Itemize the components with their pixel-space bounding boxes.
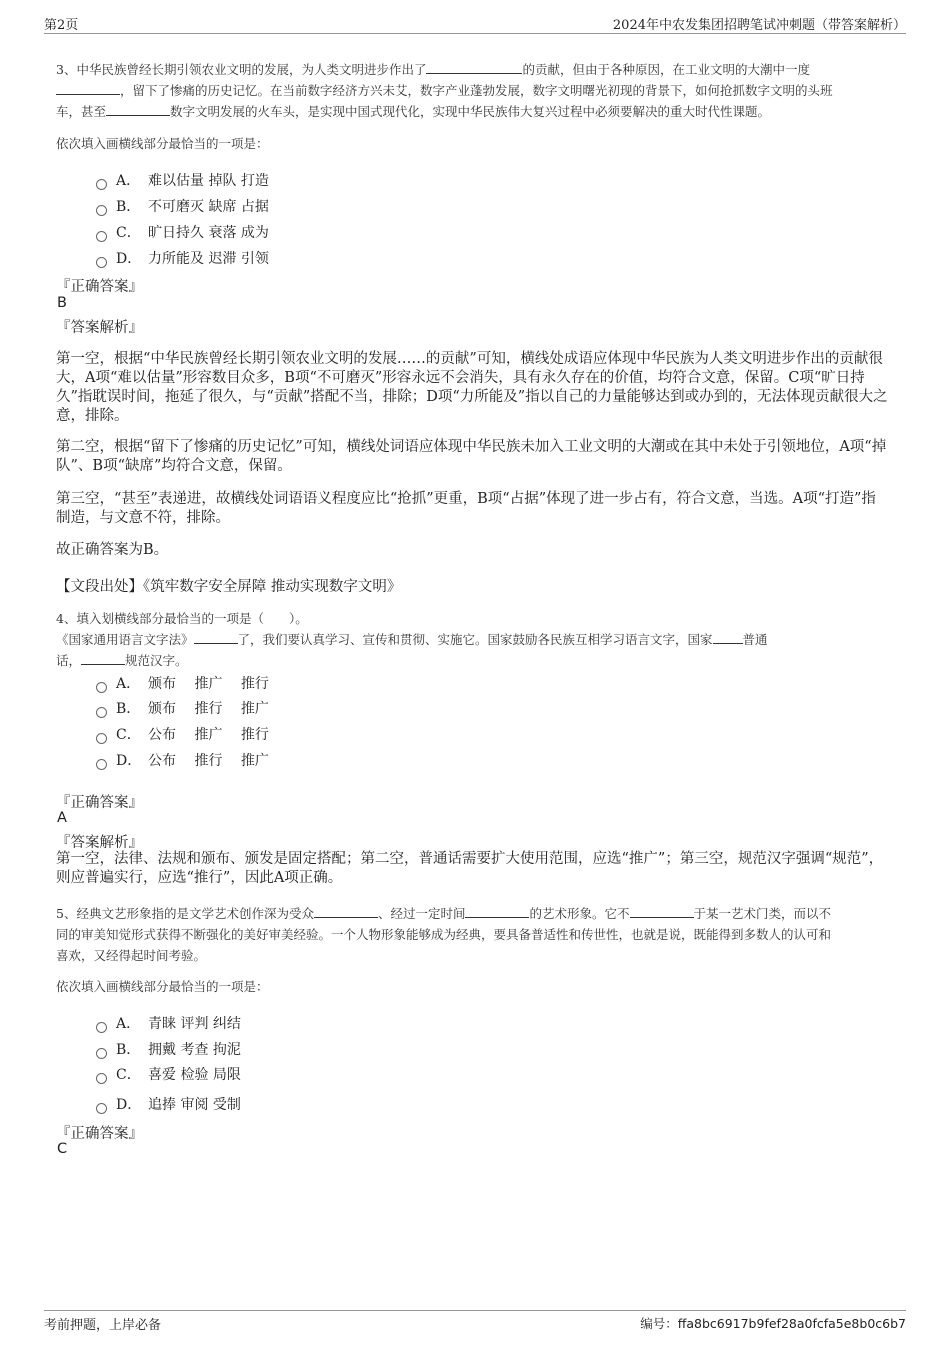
- q4-option-a[interactable]: [96, 673, 269, 693]
- q5-text: 、经过一定时间: [377, 906, 466, 921]
- q3-source: 【文段出处】《筑牢数字安全屏障 推动实现数字文明》: [56, 579, 402, 595]
- radio-icon[interactable]: [96, 733, 107, 744]
- q4-text: 话，: [56, 653, 82, 668]
- option-text: 拥戴 考查 拘泥: [148, 1042, 241, 1058]
- q3-answer-label: 『正确答案』: [56, 279, 143, 295]
- option-text: 颁布 推广 推行: [148, 676, 269, 692]
- option-text: 不可磨灭 缺席 占据: [148, 199, 269, 215]
- option-letter: D．: [116, 251, 142, 267]
- option-letter: A．: [116, 676, 141, 692]
- fill-blank: [713, 630, 743, 644]
- question-5-stem: [56, 903, 886, 966]
- radio-icon[interactable]: [96, 707, 107, 718]
- q3-analysis-paragraph-1: 第一空，根据“中华民族曾经长期引领农业文明的发展……的贡献”可知，横线处成语应体现中华民族为人类文明进步作出的贡献很大，A项“难以估量”形容数目众多，B项“不可磨灭”形容永远不会消失，具有永久存在的价值，均符合文意，保留。C项“旷日持久”指耽误时间，拖延了很久，与“贡献”搭配不当，排除；D项“力所能及”指以自己的力量能够达到或办到的，无法体现贡献很大之意，排除。: [56, 351, 888, 424]
- q4-text: 4、填入划横线部分最恰当的一项是（ ）。: [56, 611, 308, 626]
- q3-option-c[interactable]: [96, 222, 269, 242]
- q4-option-c[interactable]: [96, 724, 269, 744]
- radio-icon[interactable]: [96, 257, 107, 268]
- header-divider: [44, 33, 906, 34]
- option-text: 颁布 推行 推广: [148, 701, 269, 717]
- footer-slogan: 考前押题，上岸必备: [44, 1318, 162, 1333]
- page-number: 第2页: [44, 18, 79, 33]
- fill-blank: [314, 904, 378, 918]
- q4-text: 普通: [742, 632, 768, 647]
- q5-text: 于某一艺术门类，而以不: [693, 906, 832, 921]
- q3-answer: B: [57, 295, 67, 311]
- q3-prompt: 依次填入画横线部分最恰当的一项是：: [56, 136, 269, 151]
- radio-icon[interactable]: [96, 1103, 107, 1114]
- radio-icon[interactable]: [96, 205, 107, 216]
- radio-icon[interactable]: [96, 1022, 107, 1033]
- radio-icon[interactable]: [96, 231, 107, 242]
- q5-option-b[interactable]: [96, 1039, 241, 1059]
- option-text: 青睐 评判 纠结: [148, 1016, 241, 1032]
- fill-blank: [426, 60, 522, 74]
- q5-answer: C: [57, 1141, 68, 1157]
- option-text: 喜爱 检验 局限: [148, 1067, 241, 1083]
- q3-text: ，留下了惨痛的历史记忆。在当前数字经济方兴未艾，数字产业蓬勃发展，数字文明曙光初现的背景下，如何抢抓数字文明的头班: [120, 83, 833, 98]
- fill-blank: [106, 102, 170, 116]
- q4-answer: A: [57, 810, 67, 826]
- option-letter: D．: [116, 753, 142, 769]
- radio-icon[interactable]: [96, 759, 107, 770]
- option-letter: C．: [116, 1067, 141, 1083]
- q4-text: 《国家通用语言文字法》: [56, 632, 194, 647]
- option-letter: D．: [116, 1097, 142, 1113]
- q5-text: 的艺术形象。它不: [529, 906, 630, 921]
- q5-text: 5、经典文艺形象指的是文学艺术创作深为受众: [56, 906, 314, 921]
- fill-blank: [194, 630, 238, 644]
- q5-text: 喜欢，又经得起时间考验。: [56, 948, 207, 963]
- q5-answer-label: 『正确答案』: [56, 1126, 143, 1142]
- q4-analysis: 第一空，法律、法规和颁布、颁发是固定搭配；第二空，普通话需要扩大使用范围，应选“推广”；第三空，规范汉字强调“规范”，则应普遍实行，应选“推行”，因此A项正确。: [56, 851, 884, 886]
- q3-analysis-label: 『答案解析』: [56, 320, 143, 336]
- q4-answer-label: 『正确答案』: [56, 795, 143, 811]
- q4-analysis-label: 『答案解析』: [56, 835, 143, 851]
- radio-icon[interactable]: [96, 179, 107, 190]
- option-text: 追捧 审阅 受制: [148, 1097, 241, 1113]
- question-3-stem: [56, 59, 886, 122]
- q4-text: 规范汉字。: [125, 653, 188, 668]
- q5-option-d[interactable]: [96, 1094, 241, 1114]
- option-letter: B．: [116, 701, 141, 717]
- fill-blank: [56, 81, 120, 95]
- q4-text: 了，我们要认真学习、宣传和贯彻、实施它。国家鼓励各民族互相学习语言文字，国家: [237, 632, 713, 647]
- q3-text: 的贡献，但由于各种原因，在工业文明的大潮中一度: [522, 62, 810, 77]
- option-letter: A．: [116, 173, 141, 189]
- option-text: 公布 推广 推行: [148, 727, 269, 743]
- fill-blank: [630, 904, 694, 918]
- document-title: 2024年中农发集团招聘笔试冲刺题（带答案解析）: [612, 18, 906, 33]
- fill-blank: [465, 904, 529, 918]
- q3-text: 3、中华民族曾经长期引领农业文明的发展，为人类文明进步作出了: [56, 62, 427, 77]
- q3-analysis-paragraph-2: 第二空，根据“留下了惨痛的历史记忆”可知，横线处词语应体现中华民族未加入工业文明的大潮或在其中未处于引领地位，A项“掉队”、B项“缺席”均符合文意，保留。: [56, 439, 887, 474]
- q4-option-b[interactable]: [96, 698, 269, 718]
- q3-option-a[interactable]: [96, 170, 269, 190]
- q3-text: 车，甚至: [56, 104, 107, 119]
- option-letter: B．: [116, 199, 141, 215]
- q5-text: 同的审美知觉形式获得不断强化的美好审美经验。一个人物形象能够成为经典，要具备普适性和传世性，也就是说，既能得到多数人的认可和: [56, 927, 832, 942]
- q4-option-d[interactable]: [96, 750, 269, 770]
- option-letter: C．: [116, 225, 141, 241]
- fill-blank: [81, 651, 125, 665]
- option-letter: B．: [116, 1042, 141, 1058]
- q3-option-d[interactable]: [96, 248, 269, 268]
- footer-divider: [44, 1310, 906, 1311]
- option-text: 力所能及 迟滞 引领: [148, 251, 269, 267]
- q3-conclusion: 故正确答案为B。: [56, 542, 169, 558]
- option-text: 公布 推行 推广: [148, 753, 269, 769]
- option-letter: A．: [116, 1016, 141, 1032]
- option-text: 旷日持久 衰落 成为: [148, 225, 269, 241]
- document-id: 编号：ffa8bc6917b9fef28a0fcfa5e8b0c6b7: [640, 1316, 906, 1331]
- option-letter: C．: [116, 727, 141, 743]
- q5-prompt: 依次填入画横线部分最恰当的一项是：: [56, 979, 269, 994]
- option-text: 难以估量 掉队 打造: [148, 173, 269, 189]
- q3-text: 数字文明发展的火车头，是实现中国式现代化，实现中华民族伟大复兴过程中必须要解决的重大时代性课题。: [170, 104, 771, 119]
- question-4-stem: [56, 608, 886, 671]
- q5-option-a[interactable]: [96, 1013, 241, 1033]
- radio-icon[interactable]: [96, 1048, 107, 1059]
- q5-option-c[interactable]: [96, 1064, 241, 1084]
- radio-icon[interactable]: [96, 682, 107, 693]
- q3-option-b[interactable]: [96, 196, 269, 216]
- radio-icon[interactable]: [96, 1073, 107, 1084]
- q3-analysis-paragraph-3: 第三空，“甚至”表递进，故横线处词语语义程度应比“抢抓”更重，B项“占据”体现了进一步占有，符合文意，当选。A项“打造”指制造，与文意不符，排除。: [56, 491, 876, 526]
